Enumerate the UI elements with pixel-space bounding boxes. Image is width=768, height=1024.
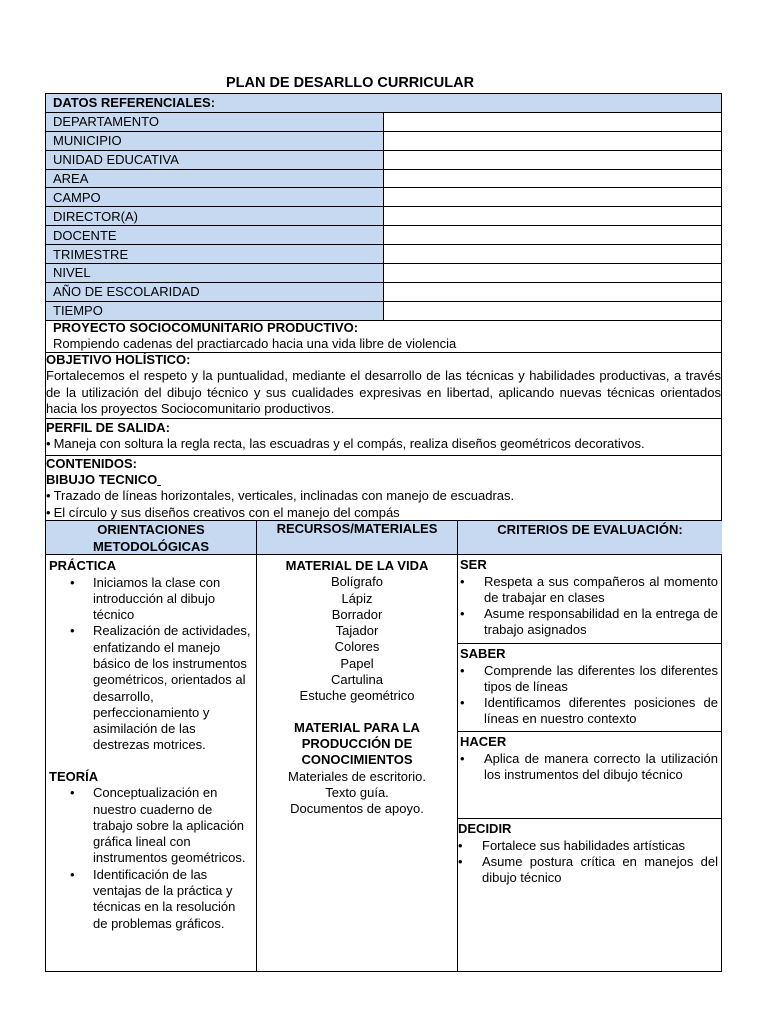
decidir-list bbox=[458, 838, 720, 887]
practica-title: PRÁCTICA bbox=[49, 558, 117, 573]
datos-value[interactable] bbox=[384, 264, 722, 283]
objetivo-heading: OBJETIVO HOLÍSTICO: bbox=[46, 352, 191, 367]
material-item: Documentos de apoyo. bbox=[290, 801, 424, 817]
proyecto-heading: PROYECTO SOCIOCOMUNITARIO PRODUCTIVO: bbox=[53, 320, 359, 335]
practica-list bbox=[46, 575, 256, 754]
datos-label: DIRECTOR(A) bbox=[46, 207, 384, 226]
datos-label: AÑO DE ESCOLARIDAD bbox=[46, 282, 384, 301]
datos-label: MUNICIPIO bbox=[46, 131, 384, 150]
datos-value[interactable] bbox=[384, 188, 722, 207]
datos-value[interactable] bbox=[384, 207, 722, 226]
datos-value[interactable] bbox=[384, 226, 722, 245]
datos-value[interactable] bbox=[384, 245, 722, 264]
material-item: Tajador bbox=[335, 623, 379, 639]
list-item: • Conceptualización en nuestro cuaderno de trabajo sobre la aplicación gráfica lineal con instrumentos geométricos. bbox=[46, 785, 256, 866]
datos-value[interactable] bbox=[384, 131, 722, 150]
material-produccion-title: MATERIAL PARA LA PRODUCCIÓN DE CONOCIMIENTOS bbox=[294, 719, 420, 768]
material-item: Materiales de escritorio. bbox=[288, 768, 426, 784]
hacer-list bbox=[460, 751, 720, 784]
objetivo-section bbox=[45, 352, 722, 419]
contenidos-item: • El círculo y sus diseños creativos con el manejo del compás bbox=[46, 505, 721, 522]
contenidos-item: • Trazado de líneas horizontales, verticales, inclinadas con manejo de escuadras. bbox=[46, 488, 721, 505]
material-item: Colores bbox=[334, 639, 380, 655]
orientaciones-column bbox=[46, 521, 256, 971]
list-item: • Fortalece sus habilidades artísticas bbox=[458, 838, 720, 854]
datos-row bbox=[46, 150, 722, 169]
contenidos-subheading: BIBUJO TECNICO bbox=[46, 472, 158, 487]
material-item: Papel bbox=[340, 655, 374, 671]
list-item: • Asume postura crítica en manejos del dibujo técnico bbox=[458, 854, 720, 887]
datos-label: DOCENTE bbox=[46, 226, 384, 245]
list-item: • Aplica de manera correcto la utilización los instrumentos del dibujo técnico bbox=[460, 751, 720, 784]
list-item: • Identificación de las ventajas de la práctica y técnicas en la resolución de problemas gráficos. bbox=[46, 867, 256, 932]
datos-label: NIVEL bbox=[46, 264, 384, 283]
material-item: Cartulina bbox=[330, 672, 384, 688]
datos-row bbox=[46, 188, 722, 207]
material-item: Bolígrafo bbox=[330, 574, 384, 590]
datos-referenciales-table bbox=[45, 93, 722, 321]
proyecto-section bbox=[45, 319, 722, 353]
material-vida-title: MATERIAL DE LA VIDA bbox=[285, 558, 429, 573]
saber-list bbox=[460, 663, 720, 728]
orientaciones-header: ORIENTACIONES METODOLÓGICAS bbox=[46, 521, 256, 555]
recursos-header: RECURSOS/MATERIALES bbox=[257, 521, 457, 555]
criterio-hacer bbox=[458, 732, 722, 819]
contenidos-section bbox=[45, 455, 722, 520]
datos-row bbox=[46, 245, 722, 264]
datos-row bbox=[46, 264, 722, 283]
proyecto-text: Rompiendo cadenas del practiarcado hacia una vida libre de violencia bbox=[53, 336, 457, 351]
material-item: Texto guía. bbox=[325, 784, 389, 800]
teoria-list bbox=[46, 785, 256, 932]
planning-table bbox=[45, 520, 722, 972]
ser-title: SER bbox=[460, 557, 487, 572]
datos-row bbox=[46, 282, 722, 301]
list-item: • Respeta a sus compañeros al momento de trabajar en clases bbox=[460, 574, 720, 607]
datos-row bbox=[46, 207, 722, 226]
datos-value[interactable] bbox=[384, 282, 722, 301]
datos-label: UNIDAD EDUCATIVA bbox=[46, 150, 384, 169]
datos-value[interactable] bbox=[384, 169, 722, 188]
criterio-saber bbox=[458, 644, 722, 732]
page-title: PLAN DE DESARLLO CURRICULAR bbox=[225, 75, 475, 91]
datos-label: AREA bbox=[46, 169, 384, 188]
perfil-heading: PERFIL DE SALIDA: bbox=[46, 420, 170, 435]
contenidos-heading: CONTENIDOS: bbox=[46, 456, 137, 471]
criterios-column bbox=[457, 521, 722, 971]
list-item: • Comprende las diferentes los diferentes tipos de líneas bbox=[460, 663, 720, 696]
material-item: Lápiz bbox=[341, 590, 373, 606]
material-item: Borrador bbox=[331, 606, 383, 622]
decidir-title: DECIDIR bbox=[458, 821, 512, 836]
criterio-ser bbox=[458, 555, 722, 644]
datos-label: CAMPO bbox=[46, 188, 384, 207]
datos-label: TIEMPO bbox=[46, 301, 384, 320]
criterio-decidir bbox=[458, 819, 722, 971]
list-item: • Realización de actividades, enfatizando el manejo básico de los instrumentos geométricos, orientados al desarrollo, perfeccionamiento y asimilación de las destrezas motrices. bbox=[46, 623, 256, 753]
datos-row bbox=[46, 131, 722, 150]
datos-value[interactable] bbox=[384, 112, 722, 131]
datos-label: TRIMESTRE bbox=[46, 245, 384, 264]
material-item: Estuche geométrico bbox=[299, 688, 415, 704]
ser-list bbox=[460, 574, 720, 639]
list-item: • Iniciamos la clase con introducción al dibujo técnico bbox=[46, 575, 256, 624]
teoria-title: TEORÍA bbox=[49, 768, 99, 784]
hacer-title: HACER bbox=[460, 734, 507, 749]
datos-label: DEPARTAMENTO bbox=[46, 112, 384, 131]
list-item: • Identificamos diferentes posiciones de líneas en nuestro contexto bbox=[460, 695, 720, 728]
saber-title: SABER bbox=[460, 646, 506, 661]
list-item: • Asume responsabilidad en la entrega de trabajo asignados bbox=[460, 606, 720, 639]
datos-value[interactable] bbox=[384, 301, 722, 320]
datos-value[interactable] bbox=[384, 150, 722, 169]
criterios-header: CRITERIOS DE EVALUACIÓN: bbox=[458, 521, 722, 555]
perfil-section bbox=[45, 418, 722, 456]
datos-row bbox=[46, 112, 722, 131]
datos-heading: DATOS REFERENCIALES: bbox=[46, 94, 722, 113]
datos-row bbox=[46, 169, 722, 188]
datos-row bbox=[46, 301, 722, 320]
recursos-column bbox=[256, 521, 457, 971]
perfil-item: • Maneja con soltura la regla recta, las escuadras y el compás, realiza diseños geométricos decorativos. bbox=[46, 436, 721, 453]
objetivo-text: Fortalecemos el respeto y la puntualidad, mediante el desarrollo de las técnicas y habilidades productivas, a través de la utilización del dibujo técnico y sus cualidades expresivas en libertad, aplicando nuevas técnicas orientados hacia los proyectos Sociocomunitario productivos. bbox=[46, 368, 721, 416]
datos-row bbox=[46, 226, 722, 245]
